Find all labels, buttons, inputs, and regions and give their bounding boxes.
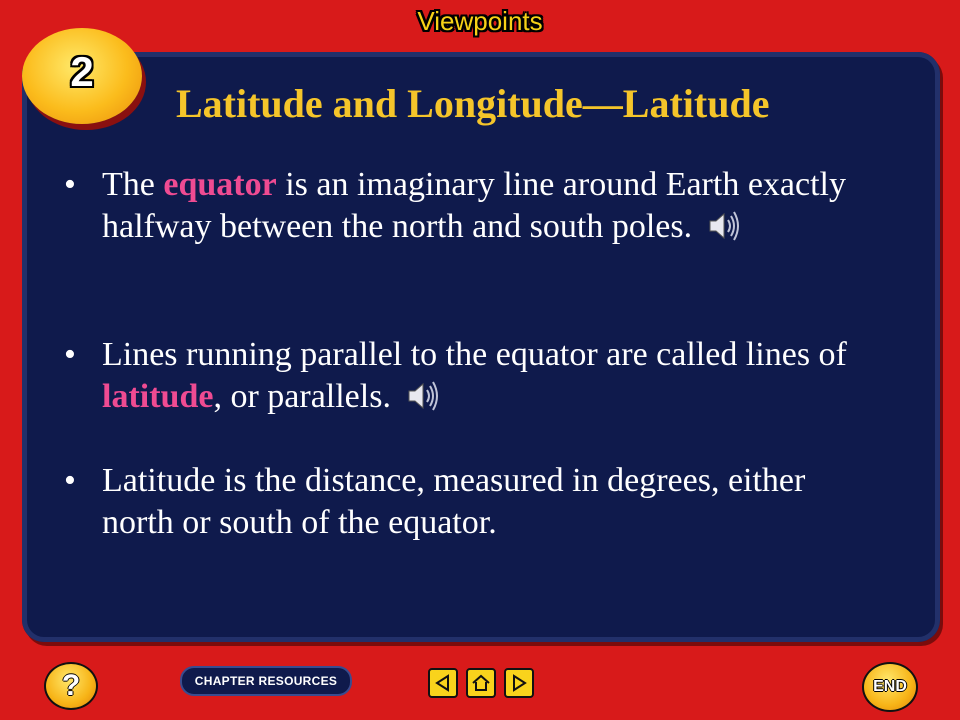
- bullet-3: [64, 460, 864, 544]
- bullet-text: Latitude is the distance, measured in degrees, either north or south of the equator.: [102, 462, 806, 541]
- bullet-text: The equator is an imaginary line around Earth exactly halfway between the north and south poles.: [102, 166, 846, 245]
- term-latitude: latitude: [102, 378, 214, 415]
- bullet-dot: •: [64, 462, 76, 499]
- section-number: 2: [70, 48, 94, 95]
- arrow-left-icon: [433, 673, 453, 693]
- term-equator: equator: [163, 166, 277, 203]
- home-icon: [471, 673, 491, 693]
- help-button[interactable]: ?: [44, 662, 98, 710]
- bullet-2: [64, 334, 864, 418]
- footer-bar: [0, 652, 960, 720]
- home-button[interactable]: [466, 668, 496, 698]
- arrow-right-icon: [509, 673, 529, 693]
- slide-title: Latitude and Longitude—Latitude: [176, 81, 770, 126]
- speaker-icon[interactable]: [706, 209, 742, 243]
- bullet-dot: •: [64, 336, 76, 373]
- bullet-text: Lines running parallel to the equator are called lines of latitude, or parallels.: [102, 336, 847, 415]
- bullet-dot: •: [64, 166, 76, 203]
- chapter-resources-button[interactable]: CHAPTER RESOURCES: [180, 666, 352, 696]
- previous-button[interactable]: [428, 668, 458, 698]
- section-number-badge: [22, 28, 142, 124]
- speaker-icon[interactable]: [405, 379, 441, 413]
- end-button[interactable]: END: [862, 662, 918, 712]
- next-button[interactable]: [504, 668, 534, 698]
- bullet-1: [64, 164, 864, 248]
- section-title: Viewpoints: [417, 6, 543, 36]
